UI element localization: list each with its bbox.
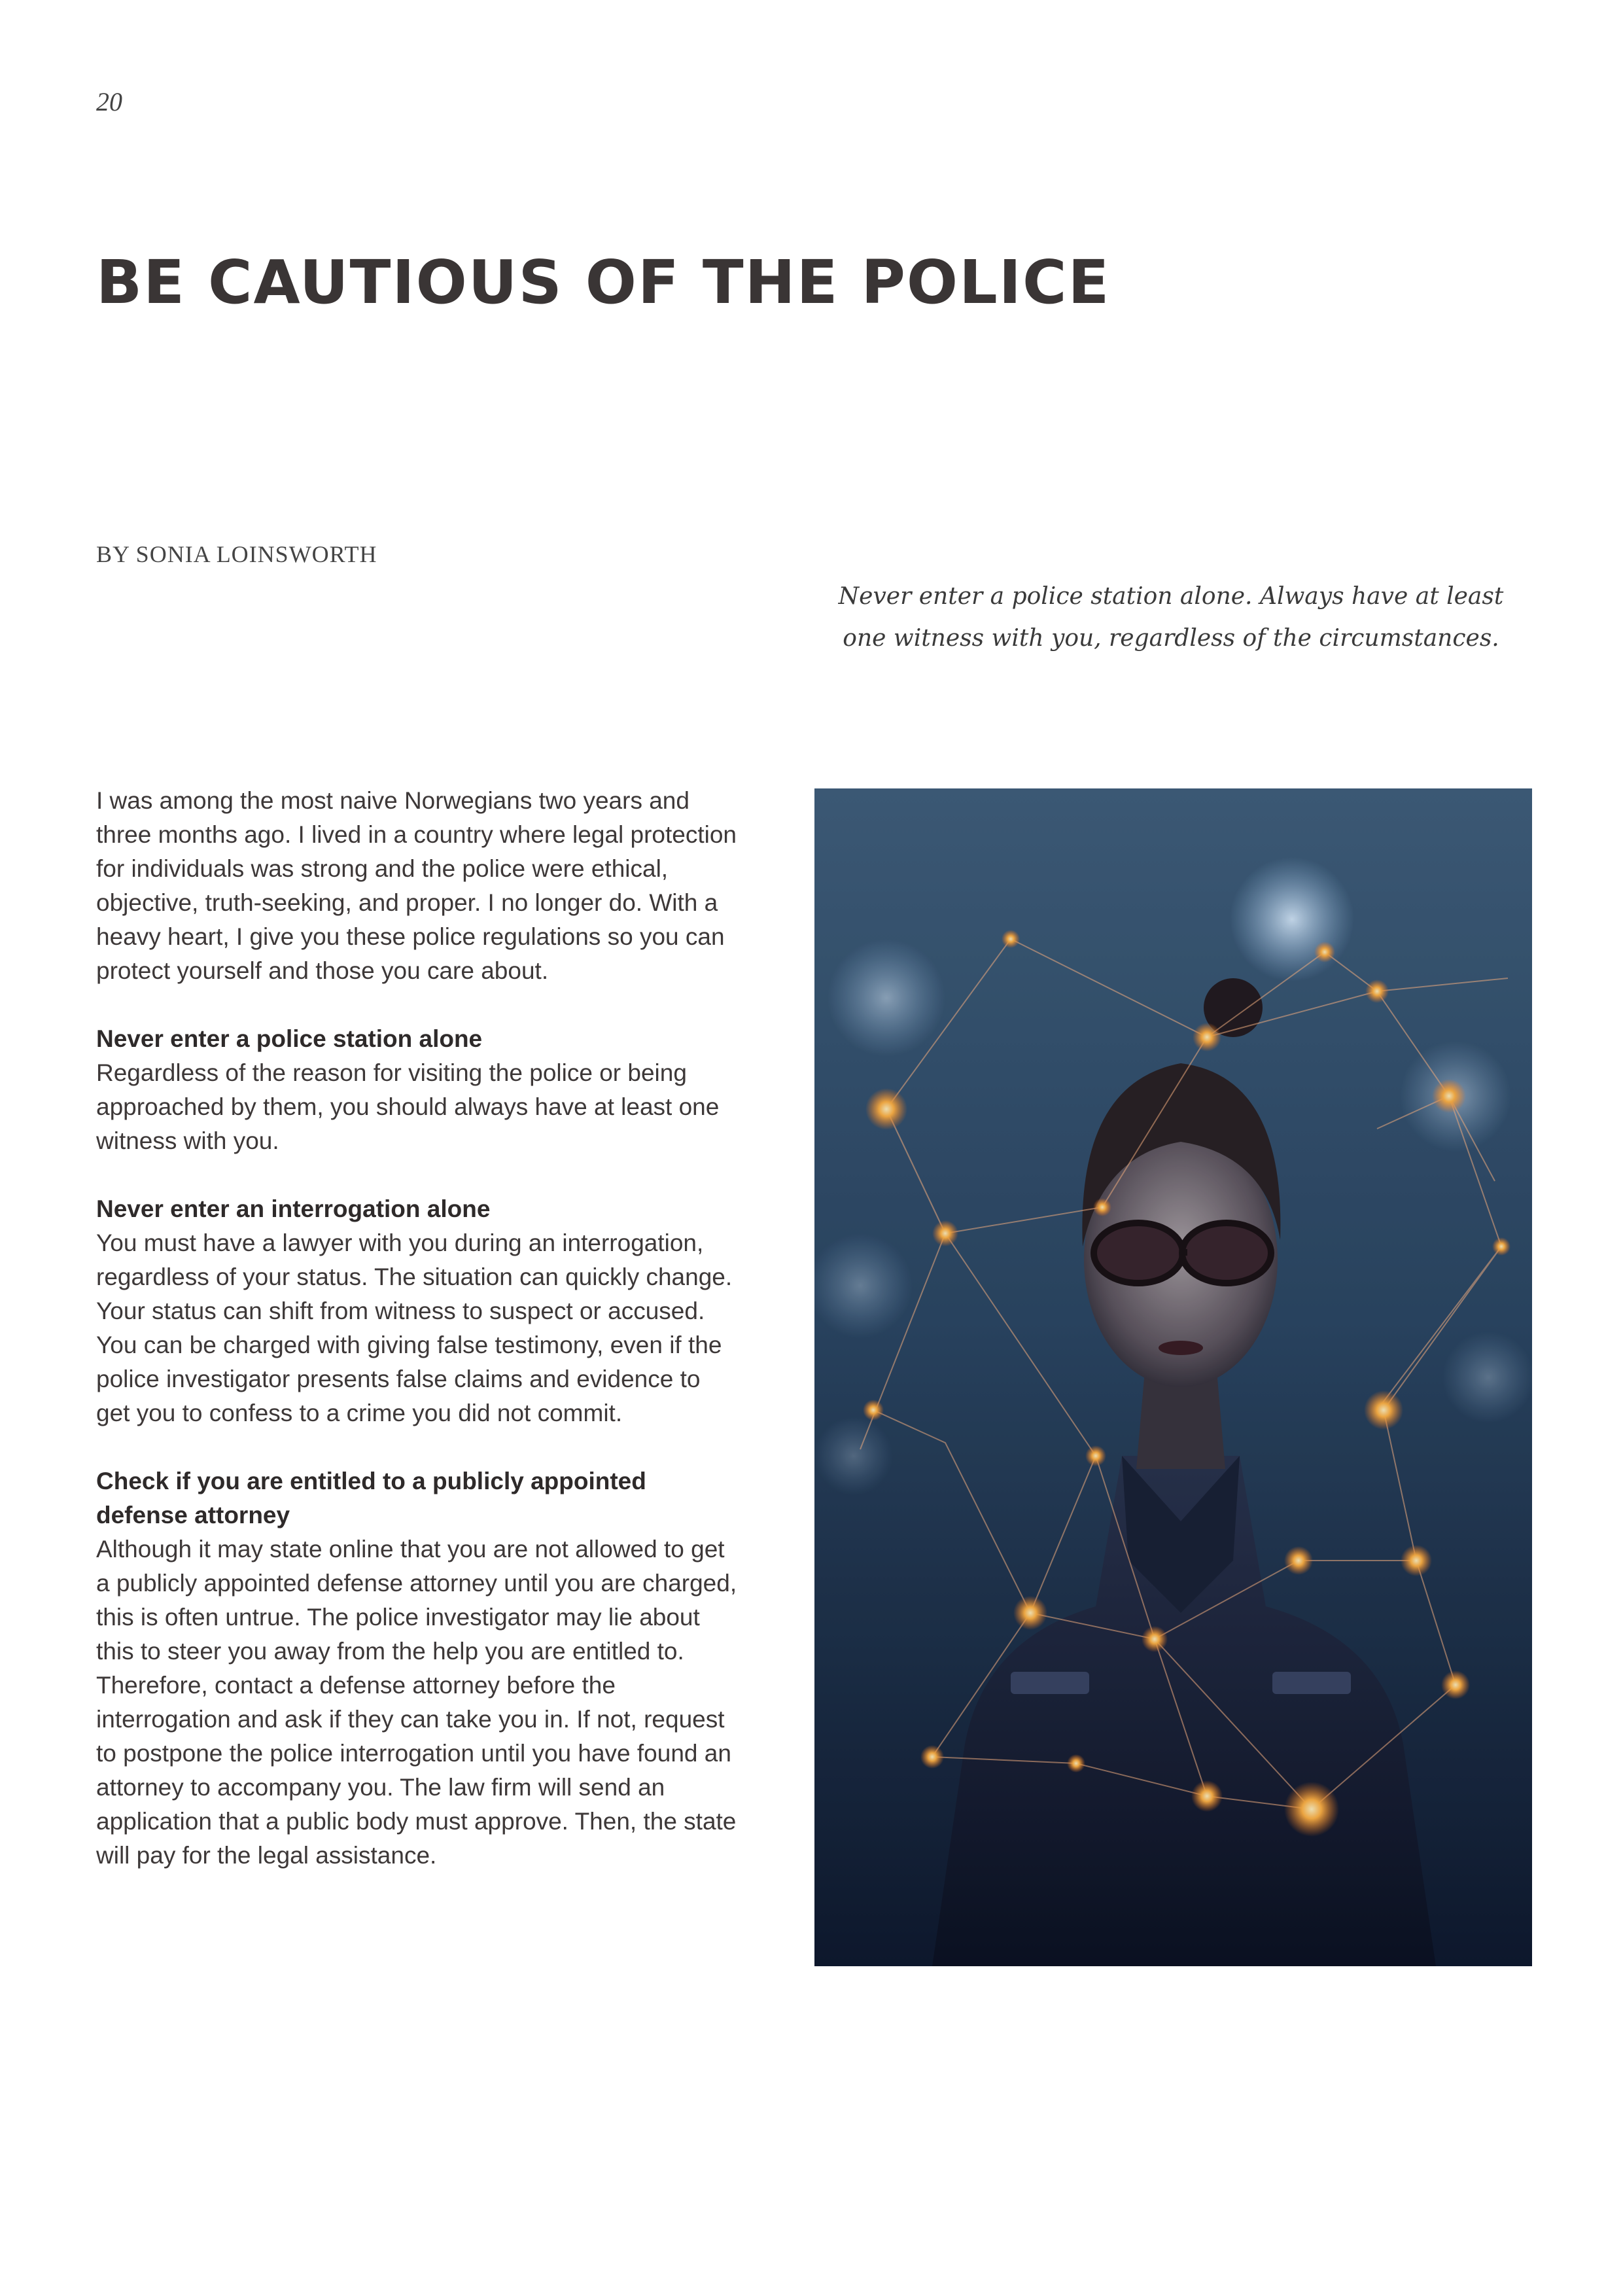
section-text: Regardless of the reason for visiting the police or being approached by them, you should always have at least one witness with you. <box>96 1059 720 1154</box>
section-interrogation <box>96 1192 737 1430</box>
section-police-station <box>96 1022 737 1158</box>
article-title: BE CAUTIOUS OF THE POLICE <box>96 247 1111 317</box>
intro-paragraph: I was among the most naive Norwegians two years and three months ago. I lived in a country where legal protection for individuals was strong and the police were ethical, objective, truth-seeking, and proper. I no longer do. With a heavy heart, I give you these police regulations so you can protect yourself and those you care about. <box>96 787 737 984</box>
article-photo <box>814 788 1532 1966</box>
section-defense-attorney <box>96 1464 737 1873</box>
section-heading: Never enter an interrogation alone <box>96 1195 491 1222</box>
section-heading: Check if you are entitled to a publicly appointed defense attorney <box>96 1468 646 1528</box>
section-text: Although it may state online that you are not allowed to get a publicly appointed defense attorney until you are charged, this is often untrue. The police investigator may lie about this to steer you away from the help you are entitled to. Therefore, contact a defense attorney before the interrogation and ask if they can take you in. If not, request to postpone the police interrogation until you have found an attorney to accompany you. The law firm will send an application that a public body must approve. Then, the state will pay for the legal assistance. <box>96 1536 737 1869</box>
author-byline: BY SONIA LOINSWORTH <box>96 541 377 567</box>
police-officer-illustration <box>814 788 1532 1966</box>
page-number: 20 <box>96 87 122 116</box>
section-text: You must have a lawyer with you during an interrogation, regardless of your status. The situation can quickly change. Your status can shift from witness to suspect or accused. You can be charged with giving false testimony, even if the police investigator presents false claims and evidence to get you to confess to a crime you did not commit. <box>96 1229 733 1426</box>
article-body <box>96 784 737 1873</box>
section-heading: Never enter a police station alone <box>96 1025 483 1052</box>
pull-quote: Never enter a police station alone. Always have at least one witness with you, regardless of the circumstances. <box>838 583 1504 652</box>
